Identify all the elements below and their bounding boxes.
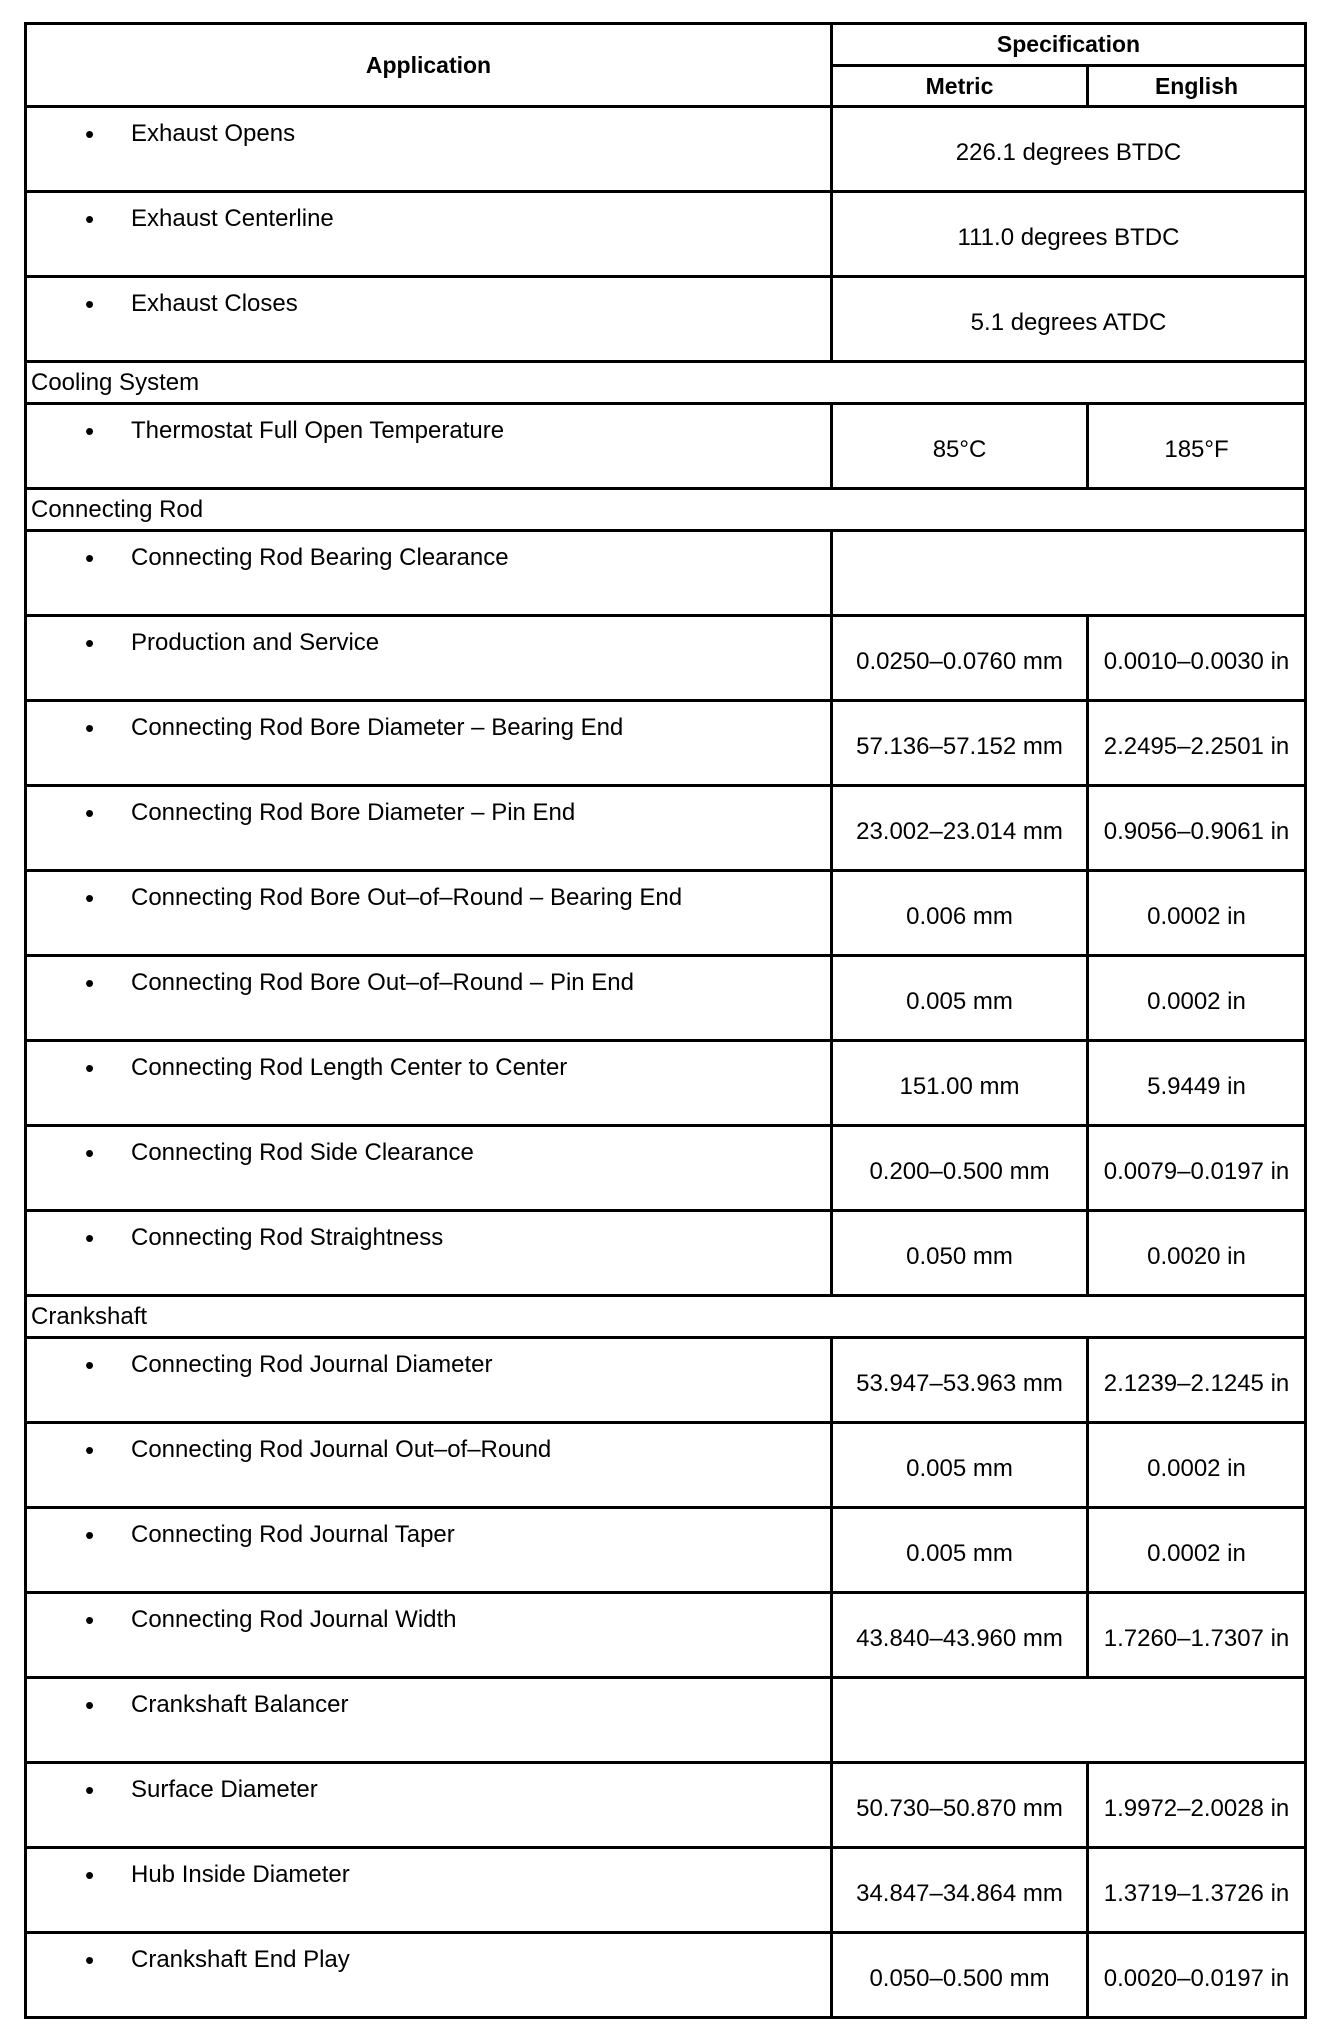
- header-specification: Specification: [832, 24, 1306, 66]
- english-value: 0.0002 in: [1088, 956, 1306, 1041]
- table-row: [26, 1763, 1306, 1848]
- bullet-icon: •: [85, 1945, 95, 1975]
- table-row: [26, 1211, 1306, 1296]
- application-cell: [26, 1126, 832, 1211]
- application-cell: [26, 531, 832, 616]
- bullet-icon: •: [85, 1520, 95, 1550]
- metric-value: 43.840–43.960 mm: [832, 1593, 1088, 1678]
- english-value: 0.9056–0.9061 in: [1088, 786, 1306, 871]
- metric-value: 0.005 mm: [832, 1423, 1088, 1508]
- english-value: 0.0020–0.0197 in: [1088, 1933, 1306, 2018]
- application-cell: [26, 1593, 832, 1678]
- application-label: Connecting Rod Bore Diameter – Pin End: [131, 799, 576, 826]
- section-heading: Connecting Rod: [26, 489, 1306, 531]
- header-metric: Metric: [832, 66, 1088, 107]
- section-row: [26, 362, 1306, 404]
- application-label: Connecting Rod Journal Out–of–Round: [131, 1436, 552, 1463]
- english-value: 0.0010–0.0030 in: [1088, 616, 1306, 701]
- table-row: [26, 277, 1306, 362]
- english-value: 2.1239–2.1245 in: [1088, 1338, 1306, 1423]
- english-value: 1.7260–1.7307 in: [1088, 1593, 1306, 1678]
- bullet-icon: •: [85, 1605, 95, 1635]
- metric-value: 34.847–34.864 mm: [832, 1848, 1088, 1933]
- metric-value: 0.050–0.500 mm: [832, 1933, 1088, 2018]
- header-english: English: [1088, 66, 1306, 107]
- application-label: Exhaust Centerline: [131, 205, 334, 232]
- application-cell: [26, 107, 832, 192]
- application-label: Crankshaft Balancer: [131, 1691, 349, 1718]
- table-row: [26, 531, 1306, 616]
- metric-value: 0.200–0.500 mm: [832, 1126, 1088, 1211]
- application-cell: [26, 956, 832, 1041]
- bullet-icon: •: [85, 798, 95, 828]
- table-row: [26, 871, 1306, 956]
- application-cell: [26, 277, 832, 362]
- english-value: 1.3719–1.3726 in: [1088, 1848, 1306, 1933]
- application-label: Crankshaft End Play: [131, 1946, 350, 1973]
- application-cell: [26, 1508, 832, 1593]
- metric-value: 85°C: [832, 404, 1088, 489]
- table-row: [26, 1338, 1306, 1423]
- table-row: [26, 701, 1306, 786]
- application-label: Connecting Rod Journal Diameter: [131, 1351, 493, 1378]
- table-body: [26, 107, 1306, 2018]
- english-value: 1.9972–2.0028 in: [1088, 1763, 1306, 1848]
- bullet-icon: •: [85, 1435, 95, 1465]
- application-label: Exhaust Opens: [131, 120, 296, 147]
- application-label: Connecting Rod Bore Out–of–Round – Bearing End: [131, 884, 683, 911]
- application-label: Connecting Rod Journal Taper: [131, 1521, 455, 1548]
- application-label: Connecting Rod Bore Diameter – Bearing End: [131, 714, 624, 741]
- combined-spec-value: [832, 531, 1306, 616]
- application-cell: [26, 1423, 832, 1508]
- bullet-icon: •: [85, 883, 95, 913]
- application-label: Hub Inside Diameter: [131, 1861, 350, 1888]
- combined-spec-value: 226.1 degrees BTDC: [832, 107, 1306, 192]
- section-heading: Cooling System: [26, 362, 1306, 404]
- table-row: [26, 1848, 1306, 1933]
- english-value: 2.2495–2.2501 in: [1088, 701, 1306, 786]
- application-cell: [26, 871, 832, 956]
- table-row: [26, 1041, 1306, 1126]
- application-cell: [26, 1211, 832, 1296]
- combined-spec-value: 111.0 degrees BTDC: [832, 192, 1306, 277]
- metric-value: 23.002–23.014 mm: [832, 786, 1088, 871]
- specification-table: [24, 22, 1307, 2019]
- bullet-icon: •: [85, 543, 95, 573]
- metric-value: 50.730–50.870 mm: [832, 1763, 1088, 1848]
- application-cell: [26, 1338, 832, 1423]
- table-row: [26, 192, 1306, 277]
- application-cell: [26, 1041, 832, 1126]
- application-cell: [26, 786, 832, 871]
- english-value: 0.0002 in: [1088, 871, 1306, 956]
- metric-value: 53.947–53.963 mm: [832, 1338, 1088, 1423]
- table-row: [26, 404, 1306, 489]
- bullet-icon: •: [85, 1775, 95, 1805]
- section-heading: Crankshaft: [26, 1296, 1306, 1338]
- bullet-icon: •: [85, 119, 95, 149]
- table-row: [26, 956, 1306, 1041]
- bullet-icon: •: [85, 1690, 95, 1720]
- bullet-icon: •: [85, 289, 95, 319]
- table-row: [26, 1508, 1306, 1593]
- english-value: 0.0002 in: [1088, 1508, 1306, 1593]
- application-label: Connecting Rod Straightness: [131, 1224, 444, 1251]
- table-row: [26, 1423, 1306, 1508]
- english-value: 5.9449 in: [1088, 1041, 1306, 1126]
- metric-value: 0.005 mm: [832, 956, 1088, 1041]
- application-label: Connecting Rod Journal Width: [131, 1606, 457, 1633]
- application-cell: [26, 1678, 832, 1763]
- application-cell: [26, 701, 832, 786]
- table-row: [26, 1593, 1306, 1678]
- metric-value: 151.00 mm: [832, 1041, 1088, 1126]
- application-cell: [26, 1933, 832, 2018]
- application-label: Connecting Rod Bearing Clearance: [131, 544, 509, 571]
- application-cell: [26, 1848, 832, 1933]
- application-cell: [26, 192, 832, 277]
- application-label: Connecting Rod Length Center to Center: [131, 1054, 568, 1081]
- metric-value: 0.006 mm: [832, 871, 1088, 956]
- english-value: 185°F: [1088, 404, 1306, 489]
- table-row: [26, 786, 1306, 871]
- section-row: [26, 489, 1306, 531]
- application-label: Connecting Rod Side Clearance: [131, 1139, 474, 1166]
- english-value: 0.0002 in: [1088, 1423, 1306, 1508]
- application-label: Surface Diameter: [131, 1776, 318, 1803]
- application-cell: [26, 404, 832, 489]
- bullet-icon: •: [85, 204, 95, 234]
- bullet-icon: •: [85, 968, 95, 998]
- table-row: [26, 1678, 1306, 1763]
- bullet-icon: •: [85, 1223, 95, 1253]
- bullet-icon: •: [85, 628, 95, 658]
- section-row: [26, 1296, 1306, 1338]
- bullet-icon: •: [85, 1138, 95, 1168]
- application-cell: [26, 616, 832, 701]
- english-value: 0.0020 in: [1088, 1211, 1306, 1296]
- english-value: 0.0079–0.0197 in: [1088, 1126, 1306, 1211]
- application-label: Exhaust Closes: [131, 290, 298, 317]
- bullet-icon: •: [85, 1350, 95, 1380]
- combined-spec-value: 5.1 degrees ATDC: [832, 277, 1306, 362]
- metric-value: 0.0250–0.0760 mm: [832, 616, 1088, 701]
- header-application: Application: [26, 24, 832, 107]
- combined-spec-value: [832, 1678, 1306, 1763]
- bullet-icon: •: [85, 1053, 95, 1083]
- table-row: [26, 616, 1306, 701]
- bullet-icon: •: [85, 1860, 95, 1890]
- application-label: Connecting Rod Bore Out–of–Round – Pin End: [131, 969, 635, 996]
- table-row: [26, 1126, 1306, 1211]
- bullet-icon: •: [85, 416, 95, 446]
- table-row: [26, 107, 1306, 192]
- application-cell: [26, 1763, 832, 1848]
- bullet-icon: •: [85, 713, 95, 743]
- application-label: Production and Service: [131, 629, 380, 656]
- metric-value: 57.136–57.152 mm: [832, 701, 1088, 786]
- metric-value: 0.050 mm: [832, 1211, 1088, 1296]
- table-row: [26, 1933, 1306, 2018]
- application-label: Thermostat Full Open Temperature: [131, 417, 505, 444]
- metric-value: 0.005 mm: [832, 1508, 1088, 1593]
